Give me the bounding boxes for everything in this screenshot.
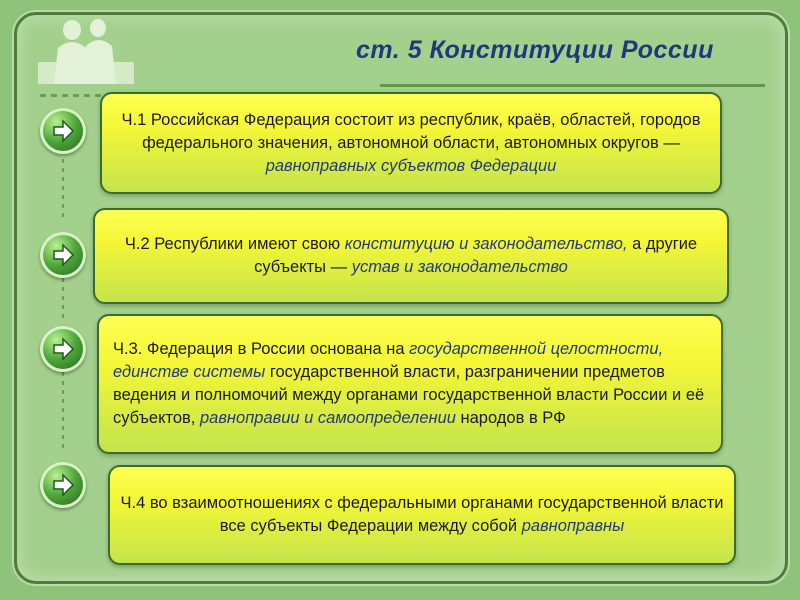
part-1-emphasis: равноправных субъектов Федерации	[265, 156, 557, 175]
dotted-connector	[62, 278, 65, 323]
part-4-text: Ч.4 во взаимоотношениях с федеральными органами государственной власти все субъекты Федерации между собой	[120, 494, 724, 535]
part-3-emphasis-2: равноправии и самоопределении	[199, 409, 456, 427]
arrow-right-icon	[50, 118, 76, 144]
article-part-1	[100, 92, 722, 194]
part-3-text-2: государственной власти, разграничении предметов ведения и полномочий между органами государственной власти России и её субъектов,	[113, 363, 705, 427]
part-2-text-2: а другие субъекты —	[254, 235, 698, 276]
dotted-connector	[62, 372, 65, 453]
part-3-emphasis: государственной целостности, единстве системы	[113, 340, 664, 381]
article-part-4	[108, 465, 736, 565]
page-title: ст. 5 Конституции России	[356, 36, 714, 64]
bullet-3	[40, 326, 86, 372]
article-part-3	[97, 314, 723, 454]
arrow-right-icon	[50, 242, 76, 268]
title-underline	[380, 84, 765, 87]
bullet-4	[40, 462, 86, 508]
part-2-emphasis: конституцию и законодательство,	[344, 235, 628, 253]
part-2-emphasis-2: устав и законодательство	[351, 258, 568, 276]
bullet-1	[40, 108, 86, 154]
article-part-4-text	[110, 492, 734, 538]
dotted-connector	[62, 150, 65, 222]
article-part-3-text	[99, 338, 721, 430]
arrow-right-icon	[50, 472, 76, 498]
part-2-text: Ч.2 Республики имеют свою	[124, 235, 345, 253]
article-part-2	[93, 208, 729, 304]
part-1-text: Ч.1 Российская Федерация состоит из республик, краёв, областей, городов федерального значения, автономной области, автономных округов —	[121, 110, 701, 152]
arrow-right-icon	[50, 336, 76, 362]
part-4-emphasis: равноправны	[521, 517, 625, 535]
part-3-text-3: народов в РФ	[455, 409, 566, 427]
article-part-2-text	[95, 233, 727, 279]
people-silhouette-logo	[36, 18, 134, 84]
article-part-1-text	[102, 109, 720, 178]
part-3-text: Ч.3. Федерация в России основана на	[113, 340, 410, 358]
bullet-2	[40, 232, 86, 278]
